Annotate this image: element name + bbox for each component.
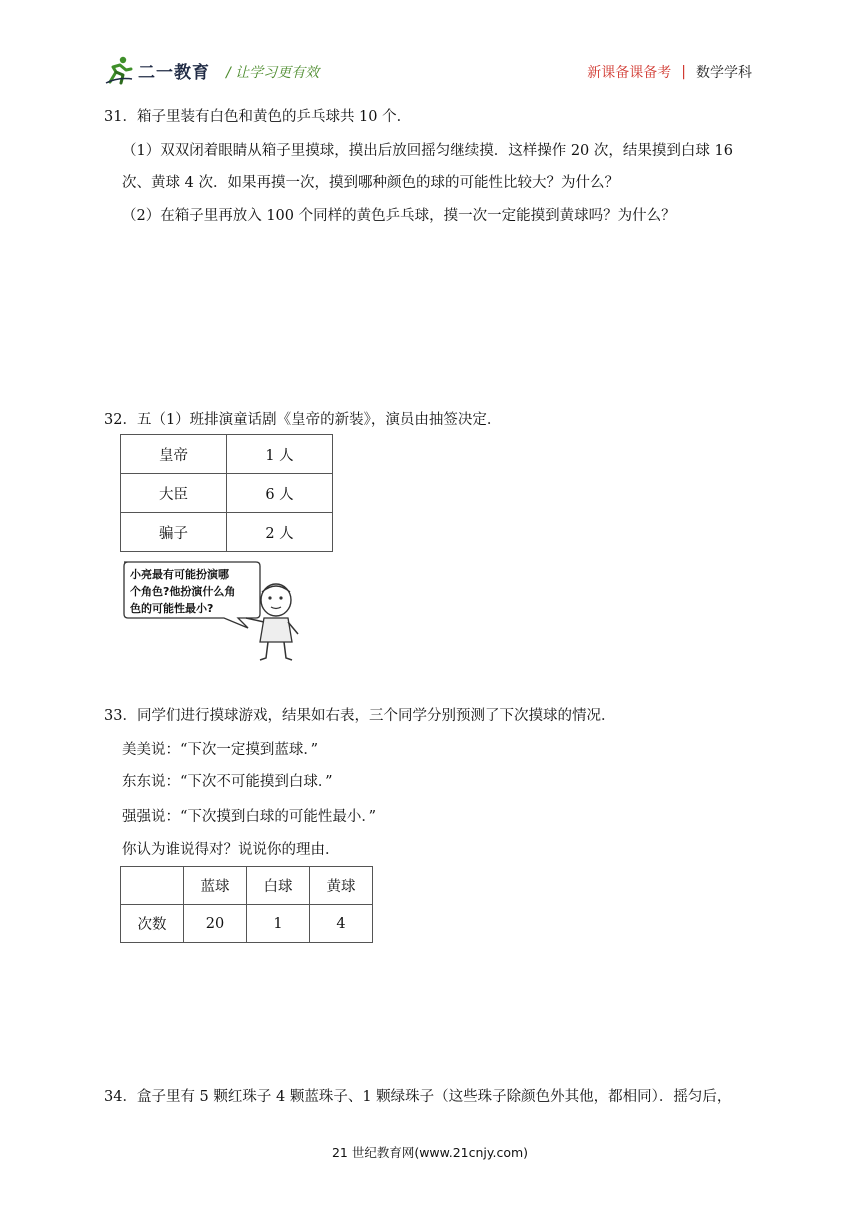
header-separator: | [681, 64, 686, 80]
q31-stem: 31．箱子里装有白色和黄色的乒乓球共 10 个． [104, 109, 412, 125]
logo-text: 二一教育 [138, 62, 210, 83]
role-cell: 皇帝 [121, 435, 227, 474]
bubble-line-2: 个角色?他扮演什么角 [130, 585, 236, 598]
header-cell: 蓝球 [184, 867, 247, 905]
q33-qiangqiang: 强强说：“下次摸到白球的可能性最小．” [122, 809, 377, 825]
header-right [587, 62, 752, 82]
role-cell: 骗子 [121, 513, 227, 552]
table-row [121, 474, 333, 513]
header-cell [121, 867, 184, 905]
q31-part2: （2）在箱子里再放入 100 个同样的黄色乒乓球，摸一次一定能摸到黄球吗？为什么？ [122, 208, 676, 224]
bubble-line-1: 小亮最有可能扮演哪 [130, 568, 229, 581]
role-cell: 大臣 [121, 474, 227, 513]
value-cell: 1 [247, 905, 310, 943]
q34-stem: 34．盒子里有 5 颗红珠子 4 颗蓝珠子、1 颗绿珠子（这些珠子除颜色外其他，都相同）．摇匀后， [104, 1089, 732, 1105]
slogan: / 让学习更有效 [226, 65, 320, 81]
count-cell: 1 人 [227, 435, 333, 474]
table-row [121, 435, 333, 474]
bubble-line-3: 色的可能性最小? [130, 602, 214, 615]
q32-stem: 32．五（1）班排演童话剧《皇帝的新装》，演员由抽签决定． [104, 412, 502, 428]
table-row [121, 513, 333, 552]
count-cell: 2 人 [227, 513, 333, 552]
q33-prompt: 你认为谁说得对？说说你的理由． [122, 842, 340, 858]
row-label-cell: 次数 [121, 905, 184, 943]
header-cell: 白球 [247, 867, 310, 905]
boy-speech-illustration [120, 558, 320, 662]
boy-figure-icon [232, 578, 312, 662]
header-category: 新课备课备考 [587, 65, 672, 81]
header-subject: 数学学科 [696, 65, 752, 81]
table-header-row [121, 867, 373, 905]
value-cell: 4 [310, 905, 373, 943]
q33-result-table [120, 866, 373, 943]
value-cell: 20 [184, 905, 247, 943]
table-row [121, 905, 373, 943]
q33-meimei: 美美说：“下次一定摸到蓝球．” [122, 742, 319, 758]
brand-logo [104, 52, 210, 88]
runner-logo-icon [104, 55, 134, 85]
header-cell: 黄球 [310, 867, 373, 905]
q31-part1-line1: （1）双双闭着眼睛从箱子里摸球，摸出后放回摇匀继续摸．这样操作 20 次，结果摸到白球 16 [122, 143, 733, 159]
q33-stem: 33．同学们进行摸球游戏，结果如右表，三个同学分别预测了下次摸球的情况． [104, 708, 616, 724]
count-cell: 6 人 [227, 474, 333, 513]
q31-part1-line2: 次、黄球 4 次．如果再摸一次，摸到哪种颜色的球的可能性比较大？为什么？ [122, 175, 619, 191]
page-footer: 21 世纪教育网(www.21cnjy.com) [331, 1145, 529, 1160]
q33-dongdong: 东东说：“下次不可能摸到白球．” [122, 774, 333, 790]
q32-role-table [120, 434, 333, 552]
